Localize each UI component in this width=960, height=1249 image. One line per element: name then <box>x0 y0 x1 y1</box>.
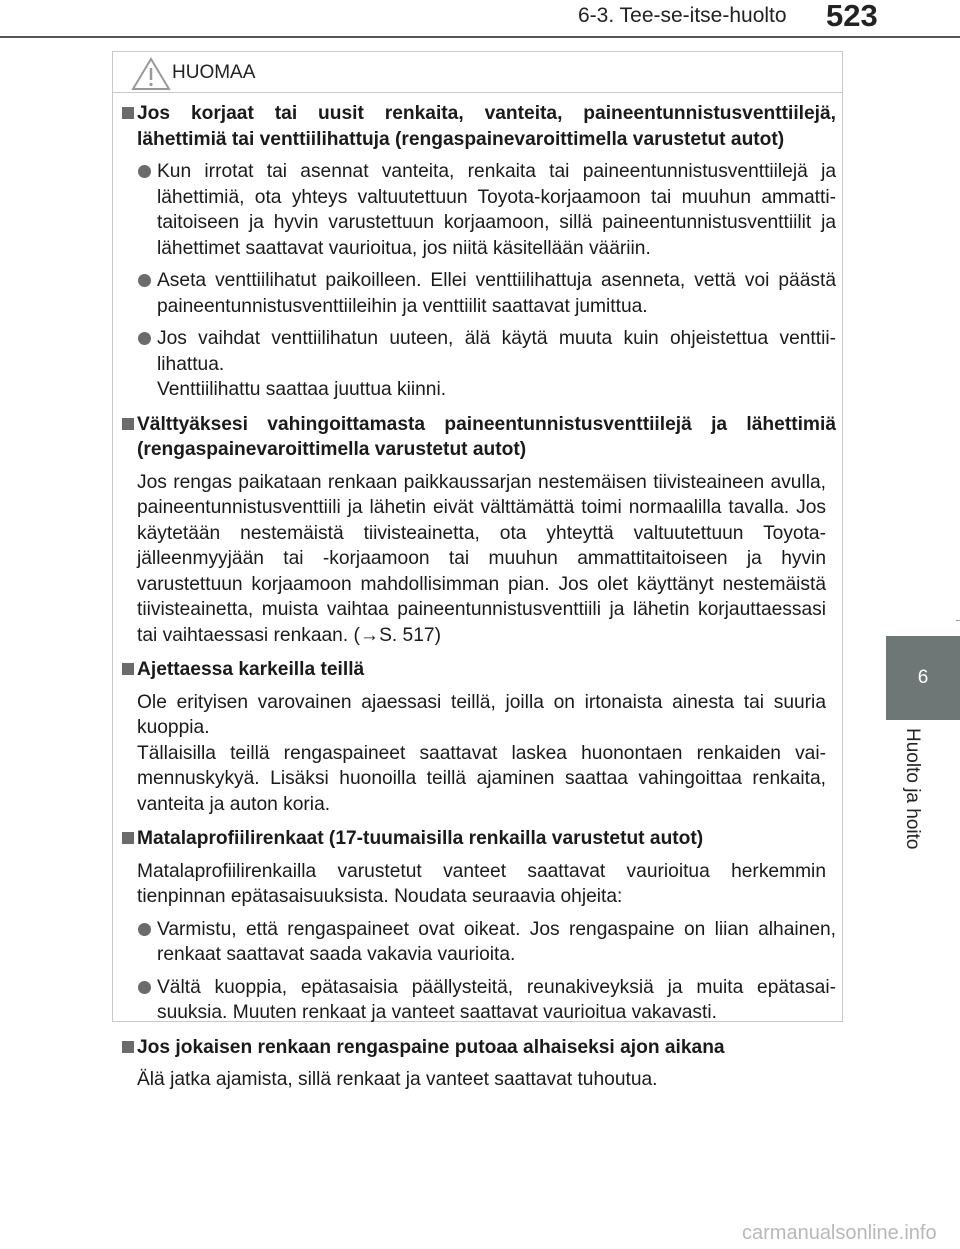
warning-triangle-icon <box>130 56 172 92</box>
section-title: Välttyäksesi vahingoittamasta paineentunnistusventtiilejä ja lähettimiä (rengaspainevaroittimella varustetut autot) <box>137 413 836 460</box>
header-rule <box>0 36 960 38</box>
header-section-title: 6-3. Tee-se-itse-huolto <box>578 4 787 27</box>
list-item-text: Jos vaihdat venttiilihatun uuteen, älä käytä muuta kuin ohjeistettua venttiilihattua. <box>157 328 836 375</box>
section-low-profile-tires <box>113 826 844 1026</box>
section-square-icon <box>122 1041 134 1053</box>
list-item <box>137 917 836 968</box>
bullet-dot-icon <box>138 981 151 994</box>
list-item-text: Kun irrotat tai asennat vanteita, renkaita tai paineentunnistusventtiilejä ja lähettimiä, ota yhteys valtuutettuun Toyota-korjaamoon tai muuhun ammattitaitoiseen ja hyvin varustettuun korjaamoon, sillä paineentunnistusventtiilit ja lähettimet saattavat vaurioitua, jos niitä käsitellään vääriin. <box>157 161 836 259</box>
section-square-icon <box>122 832 134 844</box>
caution-box <box>112 51 843 1090</box>
footer-watermark: carmanualsonline.info <box>742 1222 937 1244</box>
section-square-icon <box>122 663 134 675</box>
list-item <box>137 268 836 319</box>
section-square-icon <box>122 107 134 119</box>
chapter-number: 6 <box>917 667 929 688</box>
section-title: Jos jokaisen renkaan rengaspaine putoaa alhaiseksi ajon aikana <box>137 1036 725 1058</box>
caution-content <box>113 101 844 1102</box>
caution-header <box>113 52 842 93</box>
edge-mark <box>956 620 960 621</box>
list-item-text: Varmistu, että rengaspaineet ovat oikeat. Jos rengaspaine on liian alhainen, renkaat saattavat saada vakavia vaurioita. <box>157 918 836 965</box>
section-square-icon <box>122 418 134 430</box>
paragraph <box>137 690 836 818</box>
paragraph-line: Ole erityisen varovainen ajaessasi teillä, joilla on irtonaista ainesta tai suuria kuoppia. <box>137 691 826 738</box>
caution-label: HUOMAA <box>172 62 256 83</box>
list-item <box>137 159 836 261</box>
list-item <box>137 975 836 1026</box>
paragraph: Matalaprofiilirenkailla varustetut vanteet saattavat vaurioitua herkemmin tienpinnan epätasaisuuksista. Noudata seuraavia ohjeita: <box>137 860 826 907</box>
list-item-text: Venttiilihattu saattaa juuttua kiinni. <box>157 379 447 400</box>
section-title: Jos korjaat tai uusit renkaita, vanteita, paineentunnistusventtiilejä, lähettimiä tai venttiilihattuja (rengaspainevaroittimella varustetut autot) <box>137 103 836 150</box>
section-rough-roads <box>113 657 844 817</box>
section-title: Ajettaessa karkeilla teillä <box>137 659 365 680</box>
section-tire-repair <box>113 101 844 403</box>
list-item <box>137 326 836 403</box>
paragraph-line: Tällaisilla teillä rengaspaineet saattavat laskea huonontaen renkaiden vaimennuskykyä. Lisäksi huonoilla teillä ajaminen saattaa vahingoittaa renkaita, vanteita ja auton koria. <box>137 742 826 815</box>
bullet-dot-icon <box>138 165 151 178</box>
list-item-text: Aseta venttiilihatut paikoilleen. Ellei venttiilihattuja asenneta, vettä voi päästä paineentunnistusventtiileihin ja venttiilit saattavat jumittua. <box>157 270 836 317</box>
paragraph: Älä jatka ajamista, sillä renkaat ja vanteet saattavat tuhoutua. <box>137 1069 658 1090</box>
section-title: Matalaprofiilirenkaat (17-tuumaisilla renkailla varustetut autot) <box>137 828 704 849</box>
bullet-dot-icon <box>138 274 151 287</box>
page-number: 523 <box>826 0 878 33</box>
chapter-tab[interactable] <box>886 636 960 720</box>
section-pressure-drop <box>113 1035 844 1093</box>
bullet-dot-icon <box>138 332 151 345</box>
paragraph: Jos rengas paikataan renkaan paikkaussarjan nestemäisen tiivisteaineen avulla, paineentunnistusventtiili ja lähetin eivät välttämättä toimi normaalilla tavalla. Jos käytetään nestemäistä tiivisteainetta, ota yhteyttä valtuutettuun Toyota-jälleenmyyjään tai -korjaamoon tai muuhun ammattitaitoiseen ja hyvin varustettuun korjaamoon mahdollisimman pian. Jos olet käyttänyt nestemäistä tiivisteainetta, muista vaihtaa paineentunnistusventtiili ja lähetin korjauttaessasi tai vaihtaessasi renkaan. (→S. 517) <box>137 471 826 646</box>
list-item-text: Vältä kuoppia, epätasaisia päällysteitä, reunakiveyksiä ja muita epätasaisuuksia. Muuten renkaat ja vanteet saattavat vaurioitua vakavasti. <box>157 976 836 1023</box>
chapter-title: Huolto ja hoito <box>902 728 923 850</box>
section-avoid-damage <box>113 412 844 649</box>
bullet-dot-icon <box>138 923 151 936</box>
